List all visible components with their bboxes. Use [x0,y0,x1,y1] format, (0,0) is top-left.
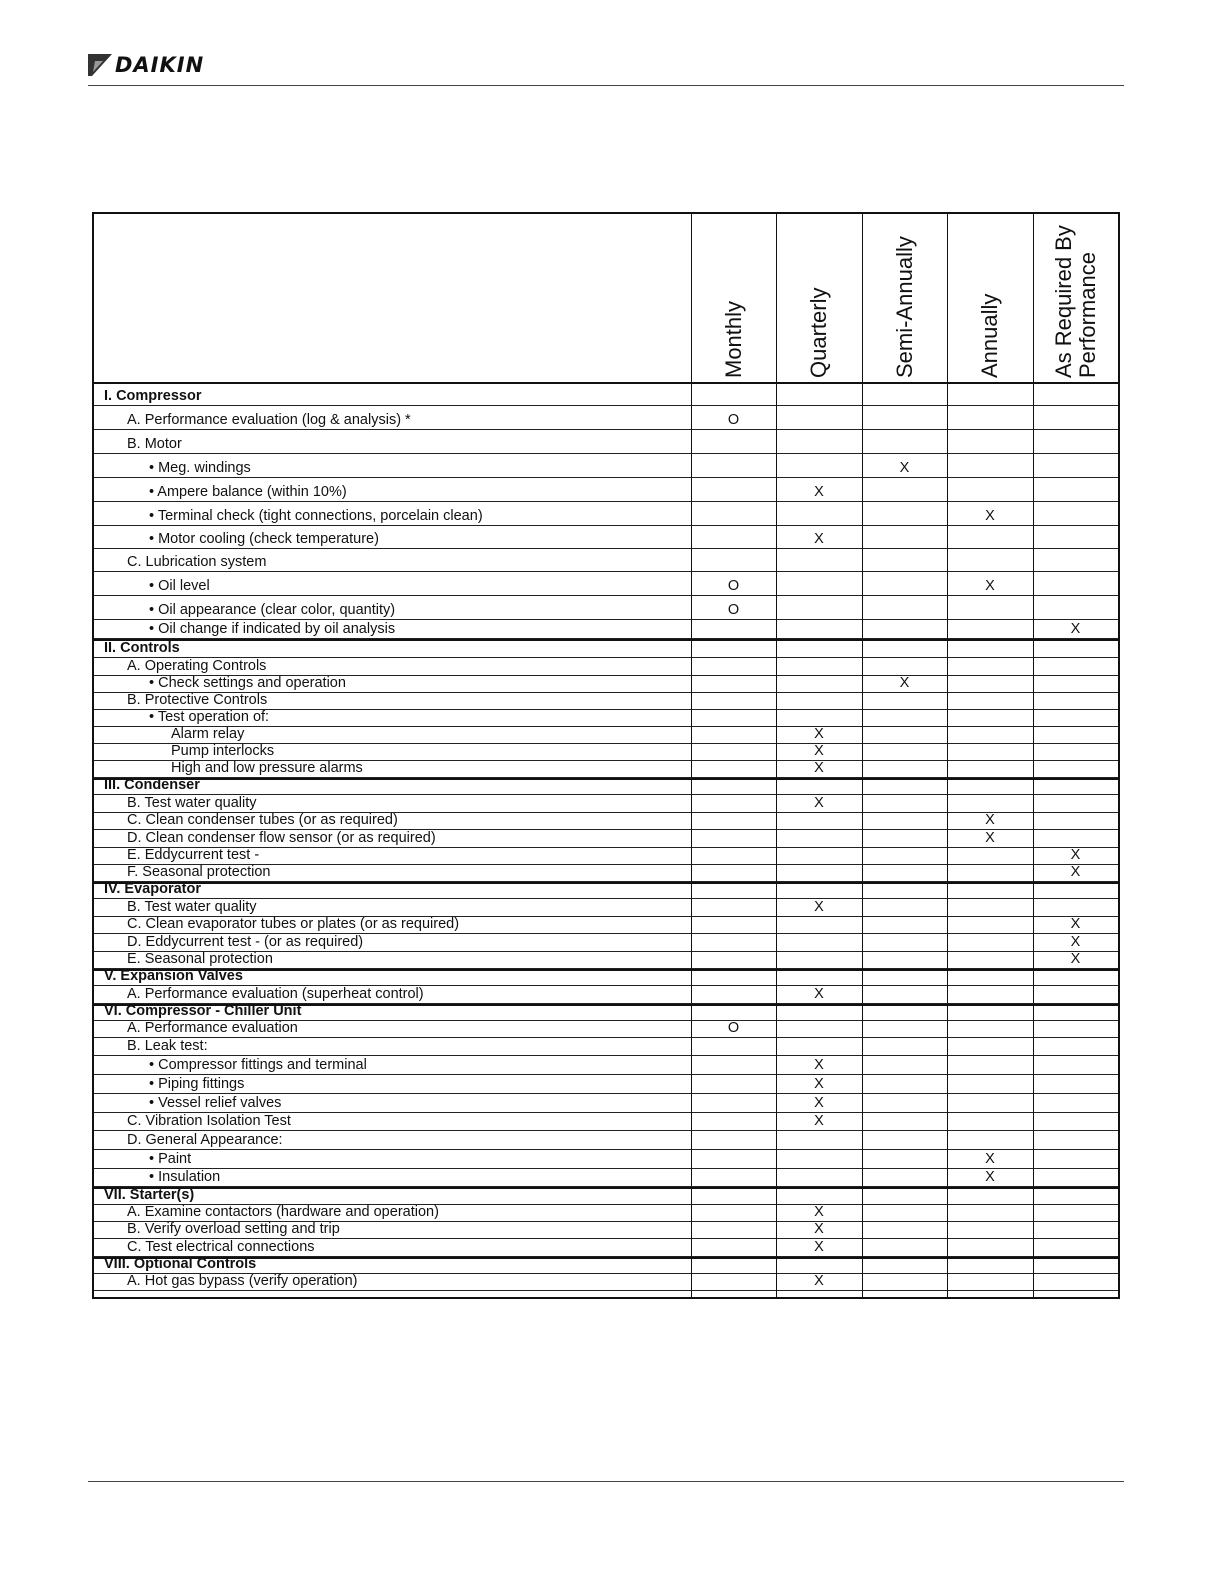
row-label: • Compressor fittings and terminal [149,1057,367,1073]
row-label: D. Clean condenser flow sensor (or as required) [127,830,436,846]
row-label: B. Leak test: [127,1038,208,1054]
table-row [94,676,1118,693]
footer-rule [88,1481,1124,1482]
table-row [94,658,1118,676]
table-row [94,430,1118,454]
table-row [94,848,1118,865]
table-row [94,830,1118,848]
row-label: A. Performance evaluation (superheat control) [127,986,424,1002]
row-label: • Meg. windings [149,460,251,476]
row-label: D. General Appearance: [127,1132,283,1148]
schedule-mark: X [899,460,910,476]
column-divider [1033,214,1034,1297]
table-row [94,572,1118,596]
row-label: VIII. Optional Controls [104,1256,257,1272]
row-label: III. Condenser [104,777,200,793]
table-row [94,502,1118,526]
schedule-mark: X [985,830,995,846]
row-label: C. Vibration Isolation Test [127,1113,291,1129]
table-row [94,1239,1118,1257]
table-row [94,1094,1118,1113]
row-label: II. Controls [104,640,180,656]
row-label: C. Test electrical connections [127,1239,315,1255]
schedule-mark: X [814,1113,824,1129]
row-label: B. Motor [127,436,182,452]
row-label: • Oil change if indicated by oil analysis [149,621,396,637]
column-header-line: Annually [977,293,1002,378]
schedule-mark: X [899,675,910,691]
schedule-mark: X [1070,621,1081,637]
schedule-mark: X [985,578,995,594]
row-label: Pump interlocks [171,743,275,759]
table-row [94,596,1118,620]
schedule-mark: X [814,726,824,742]
column-header-label [893,236,917,378]
row-label: • Test operation of: [149,709,270,725]
schedule-mark: X [814,795,824,811]
column-divider [776,214,777,1297]
column-divider [862,214,863,1297]
table-row [94,899,1118,917]
column-header-line: Performance [1074,252,1100,378]
row-label: VI. Compressor - Chiller Unit [104,1003,302,1019]
table-row [94,1131,1118,1150]
table-row [94,1205,1118,1222]
column-header-line: As Required By [1050,225,1076,378]
maintenance-schedule-table [92,212,1120,1299]
row-label: High and low pressure alarms [171,760,363,776]
brand-name: DAIKIN [115,53,205,77]
row-label: I. Compressor [104,388,202,404]
row-label: F. Seasonal protection [127,864,271,880]
row-label: C. Clean evaporator tubes or plates (or as required) [127,916,460,932]
table-row [94,526,1118,549]
row-label: B. Verify overload setting and trip [127,1221,340,1237]
column-header-label [807,288,831,378]
row-label: B. Test water quality [127,795,257,811]
column-header-line: Semi-Annually [891,236,917,378]
schedule-mark: O [727,412,740,428]
row-label: • Ampere balance (within 10%) [149,484,347,500]
row-label: A. Examine contactors (hardware and operation) [127,1204,439,1220]
table-row [94,1075,1118,1094]
row-label: V. Expansion Valves [104,968,243,984]
table-row [94,1113,1118,1131]
row-label: A. Performance evaluation [127,1020,298,1036]
schedule-mark: X [1070,847,1081,863]
table-row [94,1274,1118,1291]
schedule-mark: X [814,1204,824,1220]
table-row [94,1169,1118,1187]
row-label: VII. Starter(s) [104,1187,195,1203]
column-header-1 [691,214,776,382]
schedule-mark: X [814,899,824,915]
row-label: C. Lubrication system [127,554,267,570]
section-header-row [94,1257,1118,1274]
row-label: E. Eddycurrent test - [127,847,260,863]
column-header-3 [862,214,947,382]
row-label: Alarm relay [171,726,245,742]
table-row [94,1150,1118,1169]
row-label: • Vessel relief valves [149,1095,282,1111]
column-header-4 [947,214,1033,382]
schedule-mark: X [1070,934,1081,950]
table-row [94,1222,1118,1239]
schedule-mark: X [814,986,824,1002]
row-label: A. Operating Controls [127,658,267,674]
table-row [94,1056,1118,1075]
column-divider [691,214,692,1297]
table-row [94,693,1118,710]
schedule-mark: X [985,1151,995,1167]
column-header-line: Quarterly [806,287,831,378]
row-label: B. Protective Controls [127,692,268,708]
table-row [94,952,1118,969]
column-divider [947,214,948,1297]
row-label: A. Performance evaluation (log & analysis) * [127,412,411,428]
schedule-mark: X [985,812,995,828]
schedule-mark: X [1070,916,1081,932]
schedule-mark: X [814,1095,824,1111]
column-header-label [978,294,1002,378]
table-row [94,761,1118,778]
table-row [94,620,1118,639]
section-header-row [94,639,1118,658]
schedule-mark: X [814,1273,824,1289]
column-header-label [722,301,746,378]
table-row [94,744,1118,761]
schedule-mark: X [814,531,824,547]
column-header-5 [1033,214,1118,382]
row-label: D. Eddycurrent test - (or as required) [127,934,364,950]
table-row [94,549,1118,572]
schedule-mark: X [814,743,824,759]
table-row [94,795,1118,813]
header-rule [88,85,1124,86]
schedule-mark: X [814,484,824,500]
row-label: • Oil appearance (clear color, quantity) [149,602,396,618]
row-label: • Check settings and operation [149,675,346,691]
schedule-mark: X [985,508,995,524]
schedule-mark: O [727,1020,740,1036]
row-label: IV. Evaporator [104,881,201,897]
section-header-row [94,382,1118,406]
table-row [94,1038,1118,1056]
table-row [94,865,1118,882]
section-header-row [94,778,1118,795]
schedule-mark: X [814,1076,824,1092]
section-header-row [94,882,1118,899]
column-header-label [1052,225,1100,378]
schedule-mark: X [814,760,824,776]
schedule-mark: X [814,1057,824,1073]
section-header-row [94,1004,1118,1021]
schedule-mark: X [814,1239,824,1255]
table-row [94,934,1118,952]
table-row [94,478,1118,502]
table-row [94,406,1118,430]
table-row [94,917,1118,934]
table-row [94,1021,1118,1038]
schedule-mark: X [1070,864,1081,880]
row-label: B. Test water quality [127,899,257,915]
row-label: • Insulation [149,1169,221,1185]
schedule-mark: O [727,578,740,594]
schedule-mark: X [985,1169,995,1185]
schedule-mark: X [814,1221,824,1237]
table-header [94,214,1118,384]
column-header-line: Monthly [720,300,746,378]
row-label: • Oil level [149,578,210,594]
daikin-logo [88,52,204,78]
row-label: • Terminal check (tight connections, porcelain clean) [149,508,483,524]
table-row [94,813,1118,830]
row-label: A. Hot gas bypass (verify operation) [127,1273,358,1289]
column-header-2 [776,214,862,382]
table-row [94,986,1118,1004]
row-label: C. Clean condenser tubes (or as required) [127,812,398,828]
schedule-mark: X [1070,951,1081,967]
section-header-row [94,969,1118,986]
row-label: • Piping fittings [149,1076,245,1092]
table-row [94,710,1118,727]
schedule-mark: O [727,602,740,618]
row-label: E. Seasonal protection [127,951,273,967]
table-row [94,454,1118,478]
daikin-triangle-icon [88,52,112,78]
row-label: • Paint [149,1151,192,1167]
table-row [94,727,1118,744]
section-header-row [94,1187,1118,1205]
row-label: • Motor cooling (check temperature) [149,531,379,547]
